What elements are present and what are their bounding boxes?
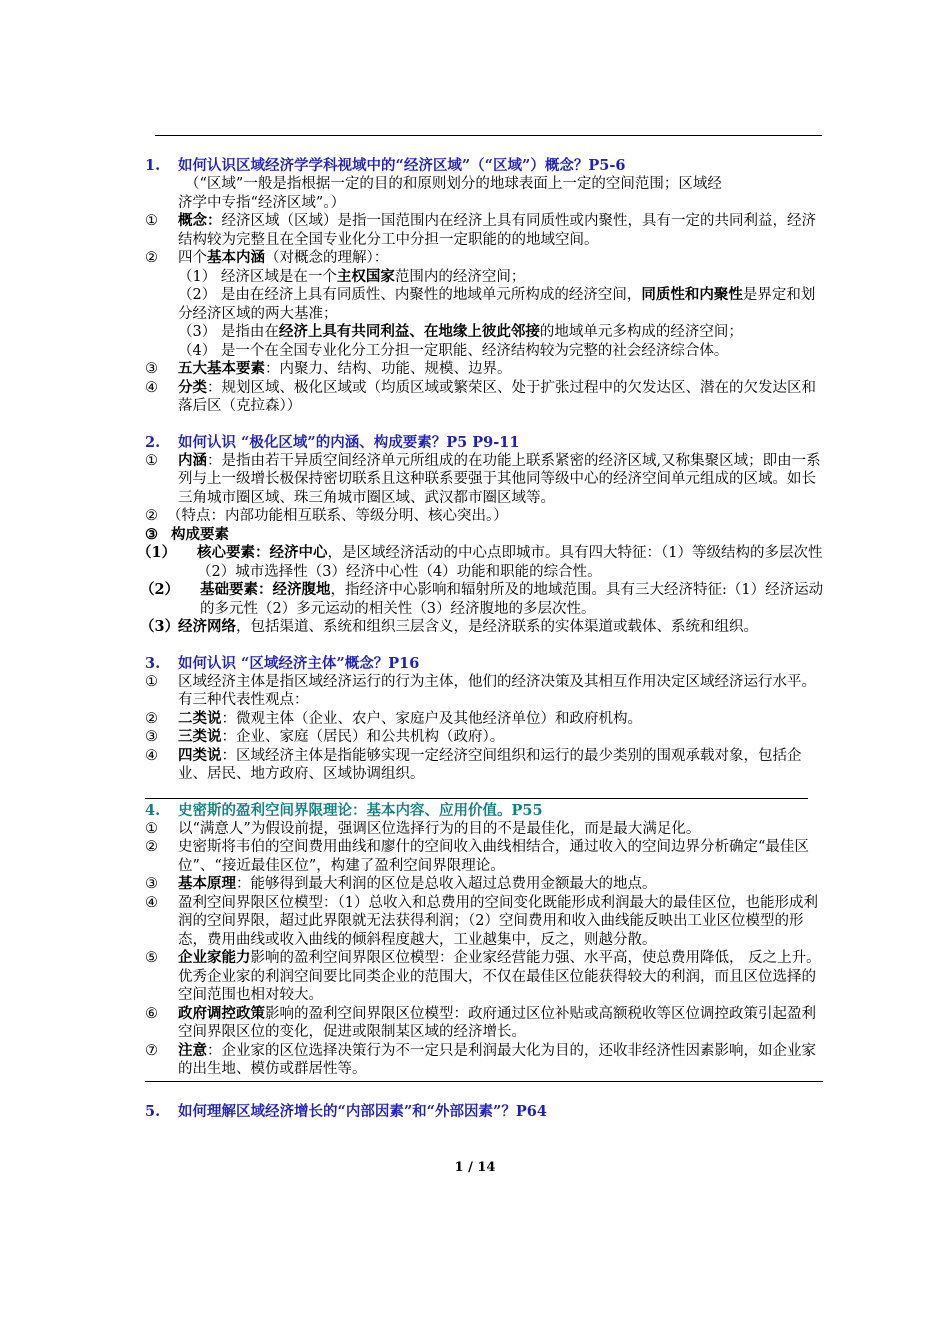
section-2-heading [145,433,825,452]
list-item: （1） 核心要素：经济中心，是区域经济活动的中心点即城市。具有四大特征：（1）等级结构的多层次性（2）城市选择性（3）经济中心性（4）功能和职能的综合性。 [137,544,823,580]
page-number [0,1160,950,1176]
list-item: ④ 四类说：区域经济主体是指能够实现一定经济空间组织和运行的最少类别的围观承载对象，包括企业、居民、地方政府、区域协调组织。 [145,746,802,782]
page-separator: / [463,1160,478,1175]
section-3-heading [145,654,825,673]
section-number: 5. [145,1102,161,1120]
section-title: 史密斯的盈利空间界限理论：基本内容、应用价值。P55 [178,801,543,819]
section-title: 如何认识 “区域经济主体”概念？P16 [178,654,420,672]
list-item: （3） 是指由在经济上具有共同利益、在地缘上彼此邻接的地域单元多构成的经济空间； [178,323,743,340]
section-number: 1. [145,157,161,174]
list-item: （2） 是由在经济上具有同质性、内聚性的地域单元所构成的经济空间，同质性和内聚性是界定和划分经济区域的两大基准； [178,286,816,322]
section-1-heading [145,156,825,175]
list-item: ② 二类说：微观主体（企业、农户、家庭户及其他经济单位）和政府机构。 [145,709,642,727]
list-item: （4） 是一个在全国专业化分工分担一定职能、经济结构较为完整的社会经济综合体。 [178,342,729,359]
page-current: 1 [454,1160,464,1175]
list-item: ① 概念：经济区域（区域）是指一国范围内在经济上具有同质性或内聚性，具有一定的共同利益，经济结构较为完整且在全国专业化分工中分担一定职能的的地域空间。 [145,212,816,248]
section-number: 4. [145,801,161,819]
list-item: ③ 五大基本要素：内聚力、结构、功能、规模、边界。 [145,360,512,377]
list-item: ① 内涵：是指由若干异质空间经济单元所组成的在功能上联系紧密的经济区域,又称集聚区域；即由一系列与上一级增长极保持密切联系且这种联系要强于其他同等级中心的经济空间单元组成的区域。如长三角城市圈区域、珠三角城市圈区域、武汉都市圈区域等。 [145,451,821,506]
list-item: ④ 盈利空间界限区位模型：（1）总收入和总费用的空间变化既能形成利润最大的最佳区位，也能形成利润的空间界限，超过此界限就无法获得利润；（2）空间费用和收入曲线能反映出工业区位模型的形态，费用曲线或收入曲线的倾斜程度越大，工业越集中，反之，则越分散。 [145,894,818,948]
list-item: ① 区域经济主体是指区域经济运行的行为主体，他们的经济决策及其相互作用决定区域经济运行水平。有三种代表性观点： [145,673,816,708]
document-body [137,156,825,1121]
list-item: （3） 经济网络，包括渠道、系统和组织三层含义，是经济联系的实体渠道或载体、系统和组织。 [140,618,758,635]
list-item: ⑥ 政府调控政策影响的盈利空间界限区位模型：政府通过区位补贴或高额税收等区位调控政策引起盈利空间界限区位的变化，促进或限制某区域的经济增长。 [145,1004,816,1040]
section-title: 如何认识 “极化区域”的内涵、构成要素？P5 P9-11 [178,433,520,451]
list-item: ② （特点：内部功能相互联系、等级分明、核心突出。） [145,508,508,524]
section-title: 如何认识区域经济学学科视域中的“经济区域”（“区域”）概念？P5-6 [178,157,626,174]
list-item: ③ 三类说：企业、家庭（居民）和公共机构（政府）。 [145,728,505,745]
section-1-intro-line-2: 济学中专指“经济区域”。） [178,194,346,211]
list-item: ③ 基本原理：能够得到最大利润的区位是总收入超过总费用金额最大的地点。 [145,875,657,892]
page-total: 14 [477,1160,496,1175]
list-item: （2） 基础要素：经济腹地，指经济中心影响和辐射所及的地域范围。具有三大经济特征:（1）经济运动的多元性（2）多元运动的相关性（3）经济腹地的多层次性。 [140,581,824,617]
list-item: ⑤ 企业家能力影响的盈利空间界限区位模型：企业家经营能力强、水平高，使总费用降低， 反之上升。优秀企业家的利润空间要比同类企业的范围大，不仅在最佳区位能获得较大的利润，而且区位选择的空间范围也相对较大。 [145,949,821,1003]
section-1-intro-line-1: （“区域”一般是指根据一定的目的和原则划分的地球表面上一定的空间范围；区域经 [185,176,722,192]
header-rule [155,135,822,136]
list-item: ① 以“满意人”为假设前提，强调区位选择行为的目的不是最佳化，而是最大满足化。 [145,820,701,837]
section-4-top-rule [145,798,808,799]
section-number: 3. [145,654,161,672]
section-4-heading [145,801,825,820]
list-item: ② 四个基本内涵（对概念的理解）： [145,249,389,266]
list-item: （1） 经济区域是在一个主权国家范围内的经济空间； [178,267,526,285]
list-item: ② 史密斯将韦伯的空间费用曲线和廖什的空间收入曲线相结合，通过收入的空间边界分析确定“最佳区位”、“接近最佳区位”，构建了盈利空间界限理论。 [145,839,809,874]
list-item: ③ 构成要素 [145,525,229,543]
section-5-heading [145,1102,825,1121]
list-item: ④ 分类：规划区域、极化区域或（均质区域或繁荣区、处于扩张过程中的欠发达区、潜在的欠发达区和落后区（克拉森）） [145,378,816,414]
list-item: ⑦ 注意：企业家的区位选择决策行为不一定只是利润最大化为目的，还收非经济性因素影响，如企业家的出生地、模仿或群居性等。 [145,1041,816,1077]
section-title: 如何理解区域经济增长的“内部因素”和“外部因素”？P64 [178,1102,547,1120]
section-number: 2. [145,433,161,451]
